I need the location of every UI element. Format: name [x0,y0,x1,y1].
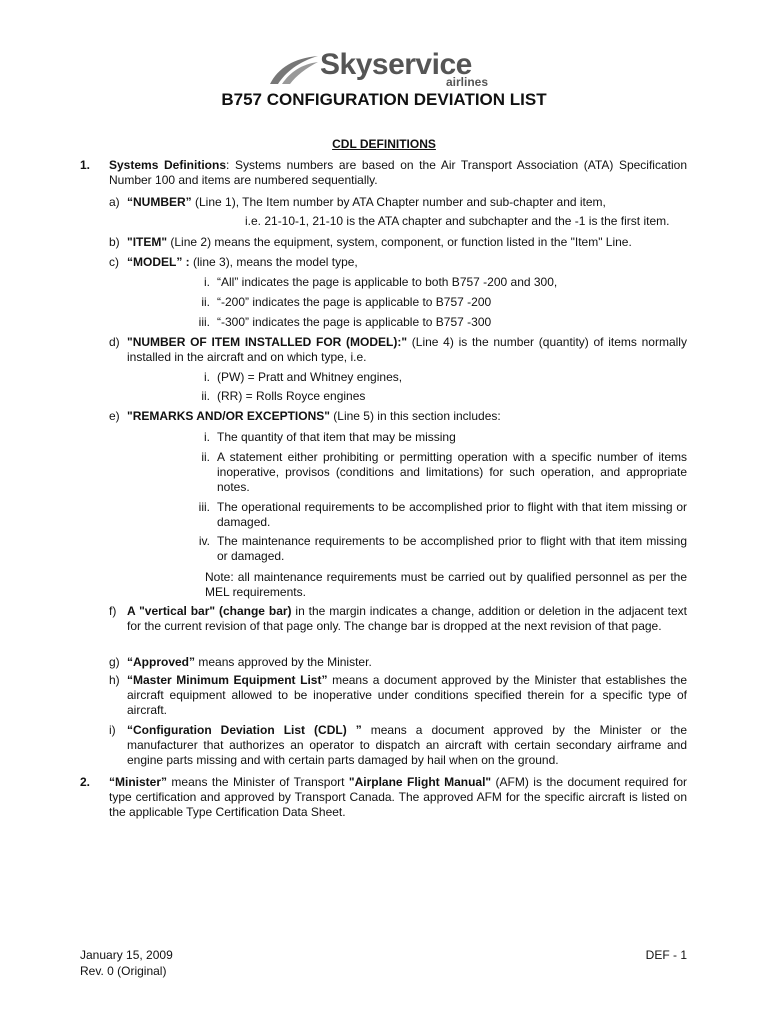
item-d-text [127,335,687,365]
item-d-label: d) [109,335,120,349]
item-1-body: : Systems numbers are based on the Air Transport Association (ATA) Specification Number 100 and items are numbered sequentially. [109,158,687,187]
item-i-body: means a document approved by the Minister or the manufacturer that authorizes an operator to dispatch an aircraft with certain secondary airframe and engine parts missing and with certain parts damaged by hail when on the ground. [127,723,687,767]
item-a-continuation: i.e. 21-10-1, 21-10 is the ATA chapter and subchapter and the -1 is the first item. [245,214,670,228]
item-a-head: “NUMBER” [127,195,192,209]
item-g-head: “Approved” [127,655,196,669]
item-f-text [127,604,687,634]
item-d-sub-2-text: (RR) = Rolls Royce engines [217,389,366,403]
item-b-label: b) [109,235,120,249]
footer-revision: Rev. 0 (Original) [80,964,167,978]
footer-page-number: DEF - 1 [645,948,687,962]
item-a-label: a) [109,195,120,209]
item-g-body: means approved by the Minister. [195,655,372,669]
document-title: B757 CONFIGURATION DEVIATION LIST [221,90,547,109]
item-1-head: Systems Definitions [109,158,226,172]
item-c-sub-1-number: i. [204,275,210,289]
skyservice-logo [268,50,508,90]
item-d-body: (Line 4) is the number (quantity) of items normally installed in the aircraft and on which type, i.e. [127,335,687,364]
item-1-number: 1. [80,158,91,172]
item-c-text [127,255,687,270]
item-i-head: “Configuration Deviation List (CDL) ” [127,723,362,737]
item-e-sub-2-text: A statement either prohibiting or permitting operation with a specific number of items inoperative, provisos (conditions and limitations) for such operation, and appropriate notes. [217,450,687,494]
item-e-text [127,409,687,424]
footer-date: January 15, 2009 [80,948,173,962]
item-a-body: (Line 1), The Item number by ATA Chapter number and sub-chapter and item, [191,195,606,209]
item-2-head: “Minister” [109,775,168,789]
item-i-text [127,723,687,768]
item-1-text [109,158,687,188]
logo-name: Skyservice [320,48,472,81]
item-h-head: “Master Minimum Equipment List” [127,673,328,687]
item-e-sub-3-text: The operational requirements to be accomplished prior to flight with that item missing or damaged. [217,500,687,529]
item-2-mid: means the Minister of Transport [167,775,349,789]
item-e-sub-1-text: The quantity of that item that may be missing [217,430,456,444]
item-g-text [127,655,687,670]
item-e-label: e) [109,409,120,423]
item-f-body: in the margin indicates a change, addition or deletion in the adjacent text for the current revision of that page only. The change bar is dropped at the next revision of that page. [127,604,687,633]
item-d-sub-1-text: (PW) = Pratt and Whitney engines, [217,370,403,384]
section-title: CDL DEFINITIONS [332,137,436,151]
item-e-note: Note: all maintenance requirements must be carried out by qualified personnel as per the MEL requirements. [205,570,687,599]
item-e-body: (Line 5) in this section includes: [329,409,501,423]
item-f-head: A "vertical bar" (change bar) [127,604,292,618]
item-e-sub-4-number: iv. [198,534,210,548]
item-d-sub-1-number: i. [204,370,210,384]
item-h-label: h) [109,673,120,687]
item-2-body: (AFM) is the document required for type certification and approved by Transport Canada. The approved AFM for the specific aircraft is listed on the applicable Type Certification Data Sheet. [109,775,688,819]
item-c-body: (line 3), means the model type, [189,255,358,269]
item-c-sub-3-text: “-300” indicates the page is applicable to B757 -300 [217,315,492,329]
item-h-text [127,673,687,718]
item-f-label: f) [109,604,117,618]
item-a-text [127,195,687,210]
item-2-number: 2. [80,775,91,789]
item-d-sub-2-number: ii. [201,389,210,403]
item-h-body: means a document approved by the Minister that establishes the aircraft equipment allowed to be inoperative under conditions specified therein for a specific type of aircraft. [127,673,687,717]
item-c-sub-3-number: iii. [198,315,210,329]
item-e-sub-2-number: ii. [201,450,210,464]
item-2-head-afm: "Airplane Flight Manual" [348,775,492,789]
item-2-text [109,775,687,820]
item-b-text [127,235,687,250]
item-c-head: “MODEL” : [127,255,190,269]
item-g-label: g) [109,655,120,669]
item-e-sub-1-number: i. [204,430,210,444]
item-d-head: "NUMBER OF ITEM INSTALLED FOR (MODEL):" [127,335,408,349]
item-i-label: i) [109,723,116,737]
item-c-sub-1-text: “All” indicates the page is applicable to both B757 -200 and 300, [217,275,558,289]
item-c-sub-2-text: “-200” indicates the page is applicable to B757 -200 [217,295,492,309]
swoosh-icon [268,54,320,86]
item-e-sub-4-text: The maintenance requirements to be accomplished prior to flight with that item missing or damaged. [217,534,687,563]
logo-sub: airlines [446,75,489,89]
item-b-body: (Line 2) means the equipment, system, component, or function listed in the "Item" Line. [167,235,632,249]
item-e-sub-3-number: iii. [198,500,210,514]
item-b-head: "ITEM" [127,235,168,249]
item-e-head: "REMARKS AND/OR EXCEPTIONS" [127,409,330,423]
item-c-sub-2-number: ii. [201,295,210,309]
item-c-label: c) [109,255,119,269]
